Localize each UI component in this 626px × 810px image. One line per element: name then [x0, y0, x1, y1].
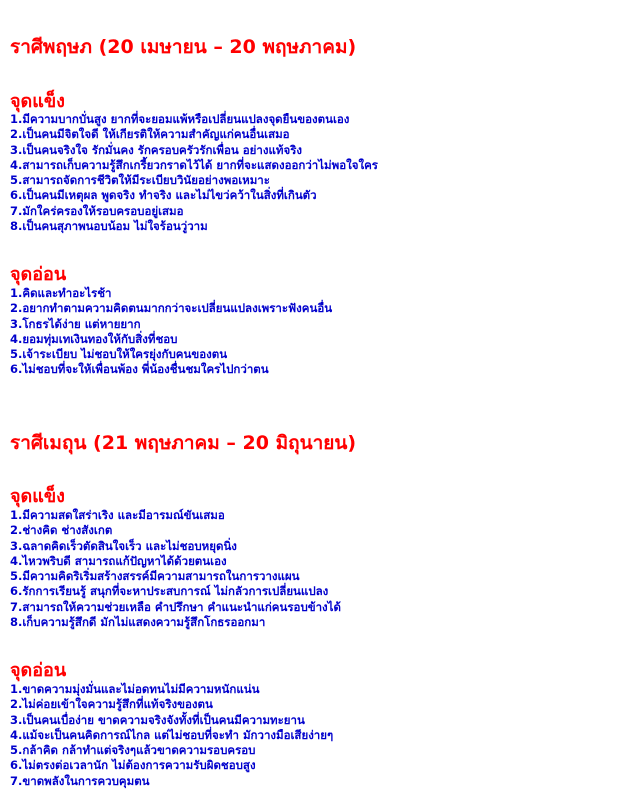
list-item: 5.กล้าคิด กล้าทำแต่จริงๆแล้วขาดความรอบครอบ [10, 743, 256, 758]
list-item: 2.เป็นคนมีจิตใจดี ให้เกียรติให้ความสำคัญแก่คนอื่นเสมอ [10, 127, 290, 142]
gemini-weaknesses-list [10, 682, 333, 789]
list-item: 4.สามารถเก็บความรู้สึกเกรี้ยวกราดไว้ได้ ยากที่จะแสดงออกว่าไม่พอใจใคร [10, 157, 378, 172]
taurus-title: ราศีพฤษภ (20 เมษายน – 20 พฤษภาคม) [10, 36, 357, 58]
list-item: 5.มีความคิดริเริ่มสร้างสรรค์มีความสามารถในการวางแผน [10, 569, 300, 584]
taurus-weaknesses-heading: จุดอ่อน [10, 264, 67, 285]
list-item: 6.เป็นคนมีเหตุผล พูดจริง ทำจริง และไม่ไขว่คว้าในสิ่งที่เกินตัว [10, 188, 317, 203]
list-item: 4.ไหวพริบดี สามารถแก้ปัญหาได้ด้วยตนเอง [10, 553, 227, 568]
gemini-strengths-list [10, 508, 341, 630]
list-item: 3.โกธรได้ง่าย แต่หายยาก [10, 316, 141, 331]
list-item: 2.ช่างคิด ช่างสังเกต [10, 523, 113, 538]
list-item: 7.ขาดพลังในการควบคุมตน [10, 773, 150, 788]
list-item: 7.มักใคร่ครองให้รอบครอบอยู่เสมอ [10, 203, 184, 218]
list-item: 1.มีความสดใสร่าเริง และมีอารมณ์ขันเสมอ [10, 508, 225, 522]
list-item: 8.เก็บความรู้สึกดี มักไม่แสดงความรู้สึกโกธรออกมา [10, 615, 266, 630]
list-item: 2.ไม่ค่อยเข้าใจความรู้สึกที่แท้จริงของตน [10, 697, 213, 712]
list-item: 4.ยอมทุ่มเทเงินทองให้กับสิ่งที่ชอบ [10, 331, 178, 346]
taurus-weaknesses-list [10, 286, 332, 378]
list-item: 6.รักการเรียนรู้ สนุกที่จะหาประสบการณ์ ไม่กลัวการเปลี่ยนแปลง [10, 584, 329, 599]
list-item: 3.เป็นคนเบื่อง่าย ขาดความจริงจังทั้งที่เป็นคนมีความทะยาน [10, 712, 305, 727]
list-item: 1.มีความบากบั่นสูง ยากที่จะยอมแพ้หรือเปลี่ยนแปลงจุดยืนของตนเอง [10, 112, 350, 126]
list-item: 3.เป็นคนจริงใจ รักมั่นคง รักครอบครัวรักเพื่อน อย่างแท้จริง [10, 142, 303, 157]
list-item: 5.สามารถจัดการชีวิตให้มีระเบียบวินัยอย่างพอเหมาะ [10, 173, 270, 188]
list-item: 7.สามารถให้ความช่วยเหลือ คำปรึกษา คำแนะนำแก่คนรอบข้างได้ [10, 599, 341, 614]
list-item: 8.เป็นคนสุภาพนอบน้อม ไม่ใจร้อนวู่วาม [10, 219, 208, 234]
gemini-title: ราศีเมถุน (21 พฤษภาคม – 20 มิถุนายน) [10, 432, 357, 454]
gemini-strengths-heading: จุดแข็ง [10, 486, 65, 507]
list-item: 1.คิดและทำอะไรช้า [10, 286, 112, 300]
gemini-weaknesses-heading: จุดอ่อน [10, 660, 67, 681]
taurus-strengths-list [10, 112, 378, 234]
list-item: 1.ขาดความมุ่งมั่นและไม่อดทนไม่มีความหนักแน่น [10, 682, 260, 696]
list-item: 3.ฉลาดคิดเร็วตัดสินใจเร็ว และไม่ชอบหยุดนิ่ง [10, 538, 237, 553]
list-item: 6.ไม่ตรงต่อเวลานัก ไม่ต้องการความรับผิดชอบสูง [10, 758, 256, 773]
list-item: 6.ไม่ชอบที่จะให้เพื่อนพ้อง พี่น้องชื่นชมใครไปกว่าตน [10, 362, 269, 377]
list-item: 4.แม้จะเป็นคนคิดการณ์ไกล แต่ไม่ชอบที่จะทำ มักวางมือเสียง่ายๆ [10, 727, 334, 742]
list-item: 2.อยากทำตามความคิดตนมากกว่าจะเปลี่ยนแปลงเพราะฟังคนอื่น [10, 301, 333, 316]
list-item: 5.เจ้าระเบียบ ไม่ชอบให้ใครยุ่งกับคนของตน [10, 347, 228, 362]
taurus-strengths-heading: จุดแข็ง [10, 91, 65, 112]
